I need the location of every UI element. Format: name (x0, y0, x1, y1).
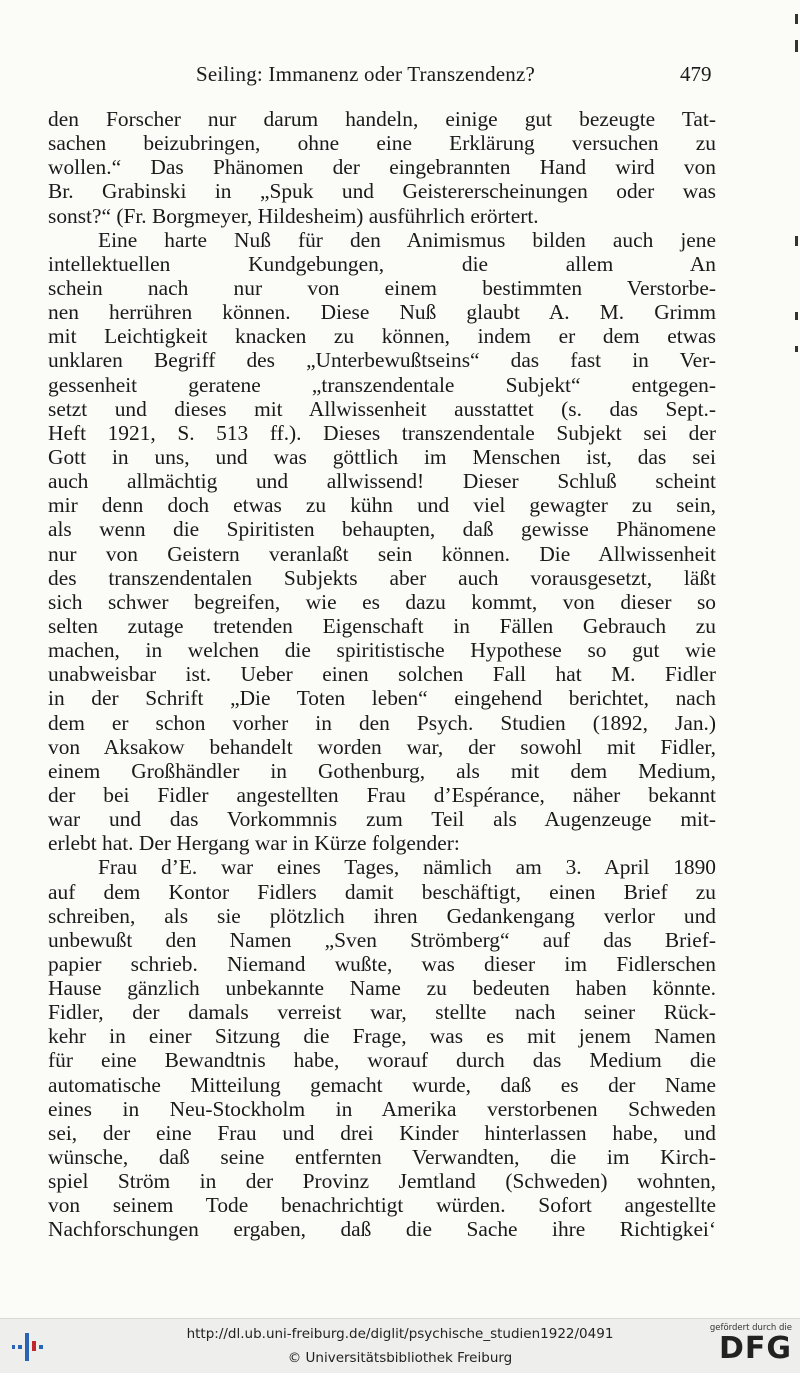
text-line: papier schrieb. Niemand wußte, was dieser im Fidlerschen (48, 951, 716, 976)
text-line: Eine harte Nuß für den Animismus bilden auch jene (98, 227, 716, 252)
permalink-url[interactable]: http://dl.ub.uni-freiburg.de/diglit/psychische_studien1922/0491 (186, 1326, 614, 1342)
text-line: einem Großhändler in Gothenburg, als mit dem Medium, (48, 758, 716, 783)
text-line: schreiben, als sie plötzlich ihren Gedankengang verlor und (48, 903, 716, 928)
text-line: von Aksakow behandelt worden war, der sowohl mit Fidler, (48, 734, 716, 759)
page-edge-marks (790, 0, 800, 1318)
text-line: als wenn die Spiritisten behaupten, daß gewisse Phänomene (48, 517, 716, 542)
copyright-notice: © Universitätsbibliothek Freiburg (287, 1350, 513, 1366)
text-line: Frau d’E. war eines Tages, nämlich am 3. April 1890 (98, 855, 716, 880)
text-line: intellektuellen Kundgebungen, die allem An (48, 251, 716, 276)
text-line: für eine Bewandtnis habe, worauf durch das Medium die (48, 1048, 716, 1073)
text-line: schein nach nur von einem bestimmten Verstorbe- (48, 275, 716, 300)
text-line: auf dem Kontor Fidlers damit beschäftigt, einen Brief zu (48, 879, 716, 904)
page-header (0, 62, 800, 92)
text-line: mir denn doch etwas zu kühn und viel gewagter zu sein, (48, 493, 716, 518)
text-line: wollen.“ Das Phänomen der eingebrannten Hand wird von (48, 155, 716, 180)
text-line: unklaren Begriff des „Unterbewußtseins“ das fast in Ver- (48, 348, 716, 373)
dfg-logo-icon: DFG (718, 1331, 792, 1366)
text-line: unbewußt den Namen „Sven Strömberg“ auf das Brief- (48, 927, 716, 952)
text-line: von seinem Tode benachrichtigt würden. Sofort angestellte (48, 1193, 716, 1218)
text-line: erlebt hat. Der Hergang war in Kürze folgender: (48, 831, 460, 856)
text-line: in der Schrift „Die Toten leben“ eingehend berichtet, nach (48, 686, 716, 711)
viewer-footer (0, 1318, 800, 1373)
running-head: Seiling: Immanenz oder Transzendenz? (196, 62, 536, 86)
text-line: sei, der eine Frau und drei Kinder hinterlassen habe, und (48, 1120, 716, 1145)
text-line: sich schwer begreifen, wie es dazu kommt, von dieser so (48, 589, 716, 614)
text-line: wünsche, daß seine entfernten Verwandten, die im Kirch- (48, 1145, 716, 1170)
text-line: sonst?“ (Fr. Borgmeyer, Hildesheim) ausführlich erörtert. (48, 203, 539, 228)
text-line: machen, in welchen die spiritistische Hypothese so gut wie (48, 638, 716, 663)
text-line: dem er schon vorher in den Psych. Studien (1892, Jan.) (48, 710, 716, 735)
text-line: selten zutage tretenden Eigenschaft in Fällen Gebrauch zu (48, 613, 716, 638)
text-line: kehr in einer Sitzung die Frage, was es mit jenem Namen (48, 1024, 716, 1049)
text-line: spiel Ström in der Provinz Jemtland (Schweden) wohnten, (48, 1169, 716, 1194)
text-line: eines in Neu-Stockholm in Amerika verstorbenen Schweden (48, 1096, 716, 1121)
text-line: Fidler, der damals verreist war, stellte nach seiner Rück- (48, 1000, 716, 1025)
text-line: unabweisbar ist. Ueber einen solchen Fall hat M. Fidler (48, 662, 716, 687)
text-line: mit Leichtigkeit knacken zu können, indem er dem etwas (48, 324, 716, 349)
text-line: der bei Fidler angestellten Frau d’Espérance, näher bekannt (48, 782, 716, 807)
dfg-funding-badge (706, 1323, 792, 1371)
text-line: war und das Vorkommnis zum Teil als Augenzeuge mit- (48, 807, 716, 832)
text-line: gessenheit geratene „transzendentale Subjekt“ entgegen- (48, 372, 716, 397)
text-line: sachen beizubringen, ohne eine Erklärung versuchen zu (48, 131, 716, 156)
text-line: automatische Mitteilung gemacht wurde, daß es der Name (48, 1072, 716, 1097)
text-line: setzt und dieses mit Allwissenheit ausstattet (s. das Sept.- (48, 396, 716, 421)
dfg-tagline: gefördert durch die (709, 1323, 792, 1333)
text-line: den Forscher nur darum handeln, einige gut bezeugte Tat- (48, 107, 716, 131)
text-line: nur von Geistern veranlaßt sein können. Die Allwissenheit (48, 541, 716, 566)
page-number: 479 (680, 62, 712, 86)
text-line: nen herrühren können. Diese Nuß glaubt A. M. Grimm (48, 300, 716, 325)
text-line: Hause gänzlich unbekannte Name zu bedeuten haben könnte. (48, 976, 716, 1001)
text-line: Nachforschungen ergaben, daß die Sache ihre Richtigkei‘ (48, 1217, 716, 1242)
text-line: Gott in uns, und was göttlich im Menschen ist, das sei (48, 444, 716, 469)
text-line: Heft 1921, S. 513 ff.). Dieses transzendentale Subjekt sei der (48, 420, 716, 445)
text-line: auch allmächtig und allwissend! Dieser Schluß scheint (48, 469, 716, 494)
body-text (48, 107, 716, 1242)
text-line: Br. Grabinski in „Spuk und Geistererscheinungen oder was (48, 179, 716, 204)
text-line: des transzendentalen Subjekts aber auch vorausgesetzt, läßt (48, 565, 716, 590)
